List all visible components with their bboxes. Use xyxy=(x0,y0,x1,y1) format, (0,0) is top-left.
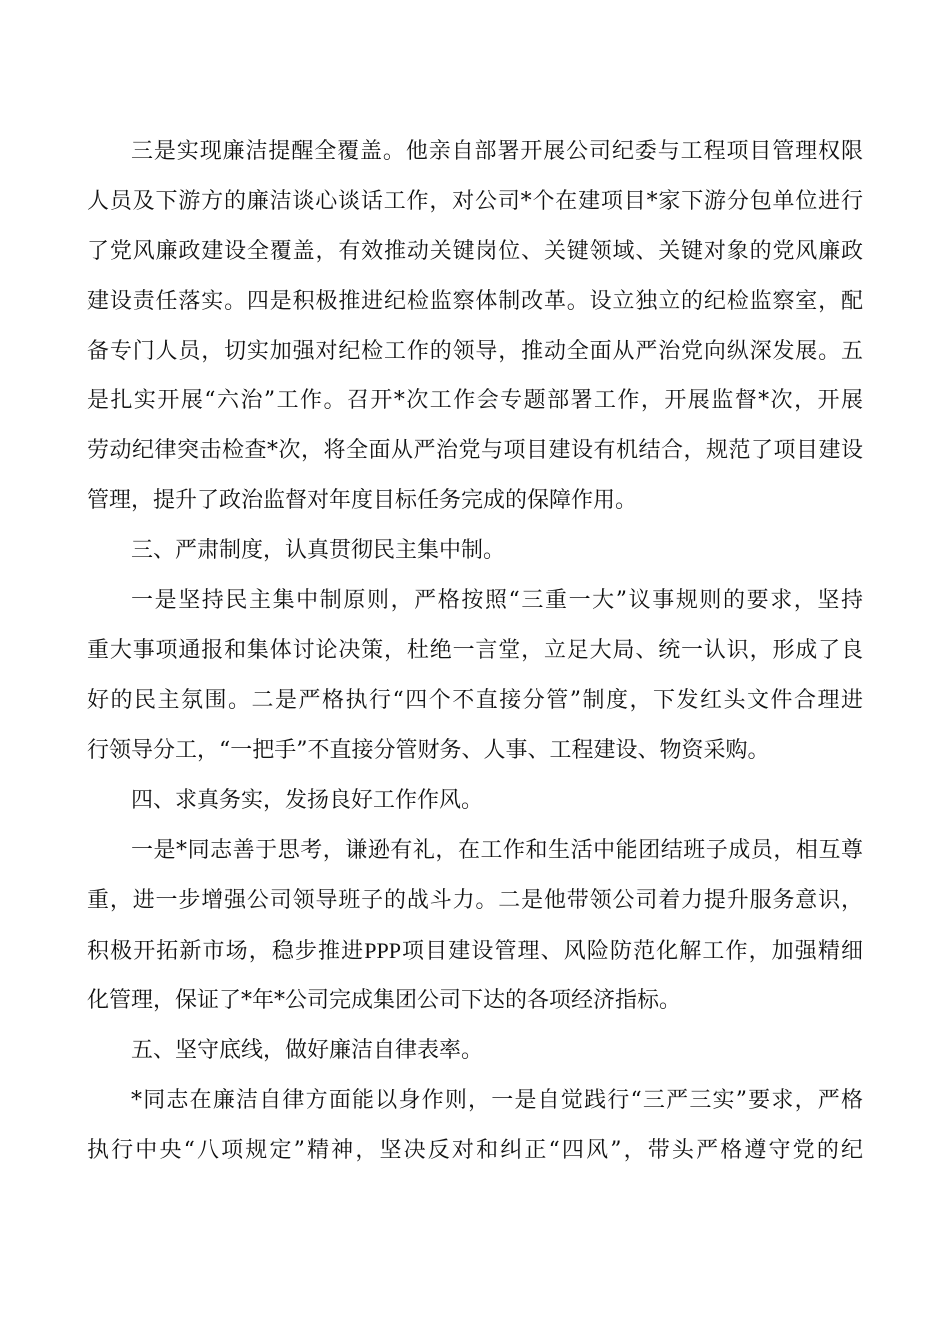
paragraph-line: 积极开拓新市场，稳步推进PPP项目建设管理、风险防范化解工作，加强精细 xyxy=(87,938,863,963)
paragraph-line: 是扎实开展“六治”工作。召开*次工作会专题部署工作，开展监督*次，开展 xyxy=(87,388,863,413)
paragraph-line: 建设责任落实。四是积极推进纪检监察体制改革。设立独立的纪检监察室，配 xyxy=(87,289,863,314)
paragraph-line: 三是实现廉洁提醒全覆盖。他亲自部署开展公司纪委与工程项目管理权限 xyxy=(131,139,863,164)
paragraph-line: 劳动纪律突击检查*次，将全面从严治党与项目建设有机结合，规范了项目建设 xyxy=(87,438,863,463)
paragraph-line: *同志在廉洁自律方面能以身作则，一是自觉践行“三严三实”要求，严格 xyxy=(131,1088,863,1113)
paragraph-line: 了党风廉政建设全覆盖，有效推动关键岗位、关键领域、关键对象的党风廉政 xyxy=(87,239,863,264)
section-heading: 三、严肃制度，认真贯彻民主集中制。 xyxy=(131,538,506,563)
paragraph-line: 执行中央“八项规定”精神，坚决反对和纠正“四风”，带头严格遵守党的纪 xyxy=(87,1138,863,1163)
paragraph-line-last: 行领导分工，“一把手”不直接分管财务、人事、工程建设、物资采购。 xyxy=(87,738,770,763)
section-heading: 四、求真务实，发扬良好工作作风。 xyxy=(131,788,484,813)
paragraph-line: 重，进一步增强公司领导班子的战斗力。二是他带领公司着力提升服务意识， xyxy=(87,888,863,913)
paragraph-line: 备专门人员，切实加强对纪检工作的领导，推动全面从严治党向纵深发展。五 xyxy=(87,339,863,364)
paragraph-line: 好的民主氛围。二是严格执行“四个不直接分管”制度，下发红头文件合理进 xyxy=(87,688,863,713)
paragraph-line: 一是坚持民主集中制原则，严格按照“三重一大”议事规则的要求，坚持 xyxy=(131,588,863,613)
section-heading: 五、坚守底线，做好廉洁自律表率。 xyxy=(131,1038,484,1063)
paragraph-line: 人员及下游方的廉洁谈心谈话工作，对公司*个在建项目*家下游分包单位进行 xyxy=(87,189,863,214)
paragraph-line-last: 管理，提升了政治监督对年度目标任务完成的保障作用。 xyxy=(87,488,638,513)
paragraph-line-last: 化管理，保证了*年*公司完成集团公司下达的各项经济指标。 xyxy=(87,988,682,1013)
paragraph-line: 重大事项通报和集体讨论决策，杜绝一言堂，立足大局、统一认识，形成了良 xyxy=(87,638,863,663)
paragraph-line: 一是*同志善于思考，谦逊有礼，在工作和生活中能团结班子成员，相互尊 xyxy=(131,838,863,863)
